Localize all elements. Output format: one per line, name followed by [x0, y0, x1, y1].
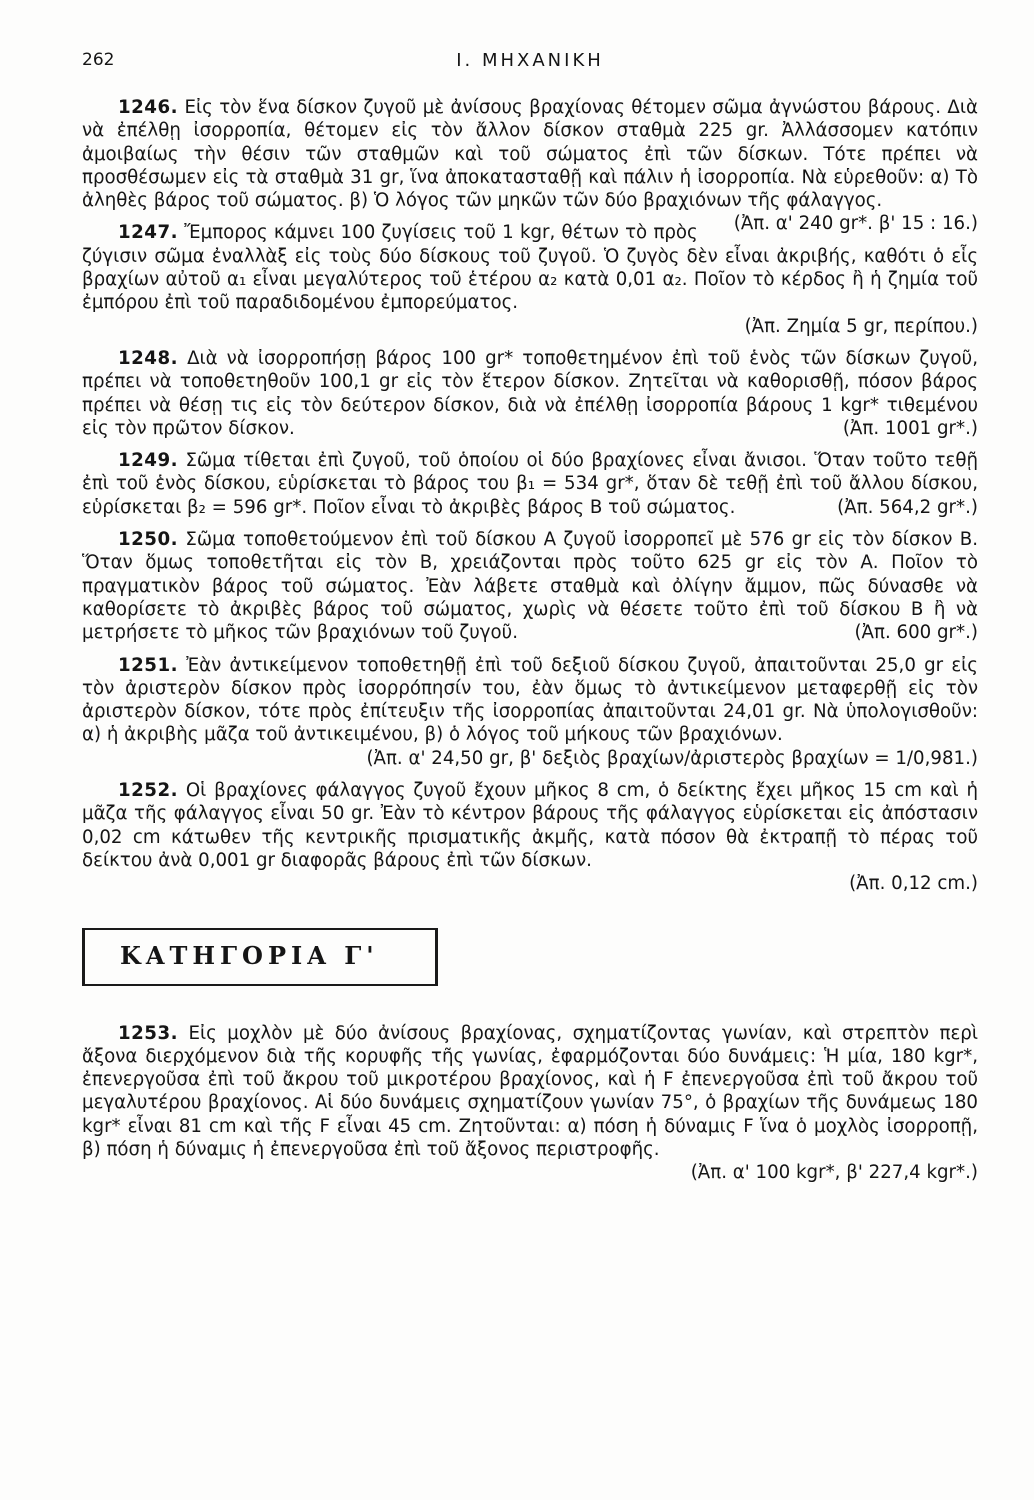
problem-answer: (Ἀπ. α' 24,50 gr, β' δεξιὸς βραχίων/ἀριστερὸς βραχίων = 1/0,981.) [366, 747, 978, 769]
category-title: ΚΑΤΗΓΟΡΙΑ Γ' [120, 940, 379, 970]
problem-text: Διὰ νὰ ἰσορροπήσῃ βάρος 100 gr* τοποθετημένον ἐπὶ τοῦ ἑνὸς τῶν δίσκων ζυγοῦ, πρέπει νὰ τοποθετηθοῦν 100,1 gr εἰς τὸν ἕτερον δίσκον. Ζητεῖται νὰ καθορισθῇ, πόσον βάρος πρέπει νὰ θέσῃ τις εἰς τὸν δεύτερον δίσκον, διὰ νὰ ἐπέλθῃ ἰσορροπία βάρους 1 kgr* τιθεμένου εἰς τὸν πρῶτον δίσκον. [82, 347, 978, 439]
problem-answer: (Ἀπ. 564,2 gr*.) [837, 496, 978, 518]
problem-text: Οἱ βραχίονες φάλαγγος ζυγοῦ ἔχουν μῆκος 8 cm, ὁ δείκτης ἔχει μῆκος 15 cm καὶ ἡ μᾶζα τῆς φάλαγγος εἶναι 50 gr. Ἐὰν τὸ κέντρον βάρους τῆς φάλαγγος εὑρίσκεται εἰς ἀπόστασιν 0,02 cm κάτωθεν τῆς κεντρικῆς πρισματικῆς ἀκμῆς, κατὰ πόσον θὰ ἐκτραπῇ τὸ πέρας τοῦ δείκτου ἀνὰ 0,001 gr διαφορᾶς βάρους ἐπὶ τῶν δίσκων. [82, 780, 978, 871]
category-heading [82, 928, 442, 990]
problem-1247 [82, 221, 978, 337]
problem-number: 1251. [118, 654, 179, 676]
problem-answer: (Ἀπ. 1001 gr*.) [842, 417, 978, 439]
content [82, 96, 978, 1185]
running-head [82, 50, 978, 76]
problem-text: Εἰς τὸν ἕνα δίσκον ζυγοῦ μὲ ἀνίσους βραχίονας θέτομεν σῶμα ἀγνώστου βάρους. Διὰ νὰ ἐπέλθῃ ἰσορροπία, θέτομεν εἰς τὸν ἄλλον δίσκον σταθμὰ 225 gr. Ἀλλάσσομεν κατόπιν ἀμοιβαίως τὴν θέσιν τῶν σταθμῶν καὶ τοῦ σώματος ἐπὶ τῶν δίσκων. Τότε πρέπει νὰ προσθέσωμεν εἰς τὰ σταθμὰ 31 gr, ἵνα ἀποκατασταθῇ καὶ πάλιν ἡ ἰσορροπία. Νὰ εὑρεθοῦν: α) Τὸ ἀληθὲς βάρος τοῦ σώματος. β) Ὁ λόγος τῶν μηκῶν τῶν δύο βραχιόνων τῆς φάλαγγος. [82, 97, 978, 212]
problem-text: Ἔμπορος κάμνει 100 ζυγίσεις τοῦ 1 kgr, θέτων τὸ πρὸς ζύγισιν σῶμα ἐναλλὰξ εἰς τοὺς δύο δίσκους τοῦ ζυγοῦ. Ὁ ζυγὸς δὲν εἶναι ἀκριβής, καθότι ὁ εἷς βραχίων αὐτοῦ α₁ εἶναι μεγαλύτερος τοῦ ἑτέρου α₂ κατὰ 0,01 α₂. Ποῖον τὸ κέρδος ἢ ἡ ζημία τοῦ ἐμπόρου ἐπὶ τοῦ παραδιδομένου ἐμπορεύματος. [82, 222, 978, 314]
problem-number: 1246. [118, 97, 179, 118]
problem-answer: (Ἀπ. α' 240 gr*. β' 15 : 16.) [733, 213, 978, 235]
page-number: 262 [82, 50, 115, 70]
problem-1252 [82, 779, 978, 895]
problem-answer: (Ἀπ. Ζημία 5 gr, περίπου.) [744, 315, 978, 337]
problem-number: 1250. [118, 529, 179, 551]
problem-1253 [82, 1022, 978, 1184]
problem-text: Σῶμα τοποθετούμενον ἐπὶ τοῦ δίσκου Α ζυγοῦ ἰσορροπεῖ μὲ 576 gr εἰς τὸν δίσκον Β. Ὅταν ὅμως τοποθετῆται εἰς τὸν Β, χρειάζονται πρὸς τοῦτο 625 gr εἰς τὸν Α. Ποῖον τὸ πραγματικὸν βάρος τοῦ σώματος. Ἐὰν λάβετε σταθμὰ καὶ ὀλίγην ἄμμον, πῶς δύνασθε νὰ καθορίσετε τὸ ἀκριβὲς βάρος τοῦ σώματος, χωρὶς νὰ θέσετε τοῦτο ἐπὶ τοῦ δίσκου Β ἢ νὰ μετρήσετε τὸ μῆκος τῶν βραχιόνων τοῦ ζυγοῦ. [82, 529, 978, 644]
problem-text: Ἐὰν ἀντικείμενον τοποθετηθῇ ἐπὶ τοῦ δεξιοῦ δίσκου ζυγοῦ, ἀπαιτοῦνται 25,0 gr εἰς τὸν ἀριστερὸν δίσκον πρὸς ἰσορρόπησίν του, ἐὰν ὅμως τὸ ἀντικείμενον μεταφερθῇ εἰς τὸν ἀριστερὸν δίσκον, τότε πρὸς ἐπίτευξιν τῆς ἰσορροπίας ἀπαιτοῦνται 24,01 gr. Νὰ ὑπολογισθοῦν: α) ἡ ἀκριβὴς μᾶζα τοῦ ἀντικειμένου, β) ὁ λόγος τοῦ μήκους τῶν βραχιόνων. [82, 654, 978, 746]
problem-number: 1252. [118, 780, 179, 802]
problem-answer: (Ἀπ. 600 gr*.) [854, 622, 978, 644]
chapter-title: Ι. ΜΗΧΑΝΙΚΗ [456, 50, 604, 71]
problem-answer: (Ἀπ. 0,12 cm.) [849, 873, 978, 895]
problem-1249 [82, 449, 978, 519]
problem-answer: (Ἀπ. α' 100 kgr*, β' 227,4 kgr*.) [690, 1162, 978, 1184]
problem-number: 1253. [118, 1022, 179, 1044]
problem-1250 [82, 528, 978, 644]
problem-text: Σῶμα τίθεται ἐπὶ ζυγοῦ, τοῦ ὁποίου οἱ δύο βραχίονες εἶναι ἄνισοι. Ὅταν τοῦτο τεθῇ ἐπὶ τοῦ ἑνὸς δίσκου, εὑρίσκεται τὸ βάρος του β₁ = 534 gr*, ὅταν δὲ τεθῇ ἐπὶ τοῦ ἄλλου δίσκου, εὑρίσκεται β₂ = 596 gr*. Ποῖον εἶναι τὸ ἀκριβὲς βάρος Β τοῦ σώματος. [82, 450, 978, 518]
problem-1251 [82, 654, 978, 770]
problem-number: 1249. [118, 450, 179, 472]
problem-number: 1248. [118, 347, 179, 369]
problem-number: 1247. [118, 222, 179, 244]
problem-1248 [82, 347, 978, 440]
problem-text: Εἰς μοχλὸν μὲ δύο ἀνίσους βραχίονας, σχηματίζοντας γωνίαν, καὶ στρεπτὸν περὶ ἄξονα διερχόμενον διὰ τῆς κορυφῆς τῆς γωνίας, ἐφαρμόζονται δύο δυνάμεις: Ἡ μία, 180 kgr*, ἐπενεργοῦσα ἐπὶ τοῦ ἄκρου τοῦ μικροτέρου βραχίονος, καὶ ἡ F ἐπενεργοῦσα ἐπὶ τοῦ ἄκρου τοῦ μεγαλυτέρου βραχίονος. Αἱ δύο δυνάμεις σχηματίζουν γωνίαν 75°, ὁ βραχίων τῆς δυνάμεως 180 kgr* εἶναι 81 cm καὶ τῆς F εἶναι 45 cm. Ζητοῦνται: α) πόση ἡ δύναμις F ἵνα ὁ μοχλὸς ἰσορροπῇ, β) πόση ἡ δύναμις ἡ ἐπενεργοῦσα ἐπὶ τοῦ ἄξονος περιστροφῆς. [82, 1022, 978, 1160]
